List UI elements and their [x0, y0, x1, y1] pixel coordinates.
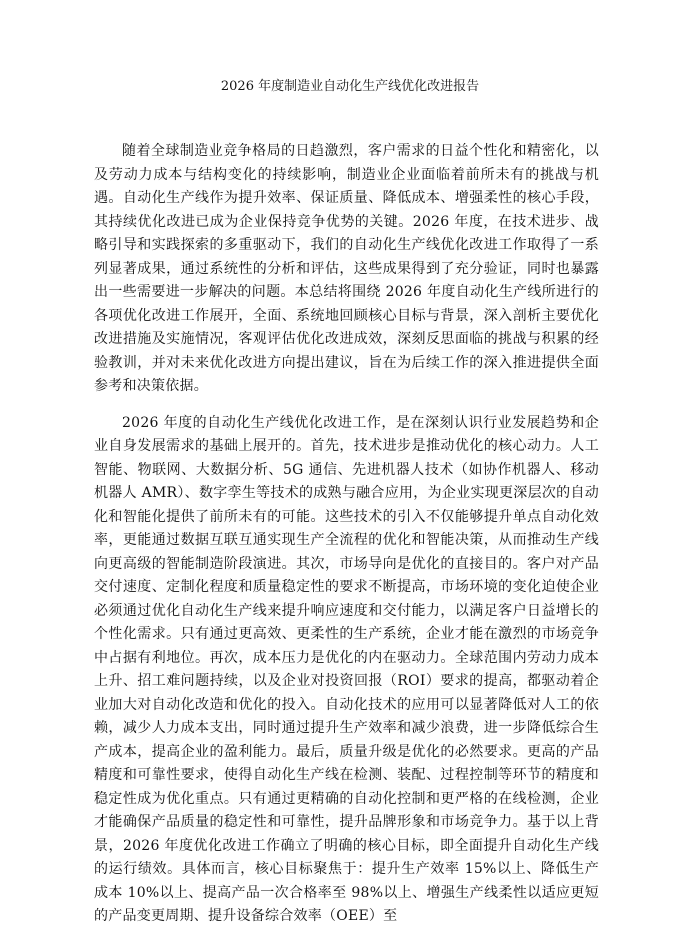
paragraph-2: 2026 年度的自动化生产线优化改进工作，是在深刻认识行业发展趋势和企业自身发展需求的基础上展开的。首先，技术进步是推动优化的核心动力。人工智能、物联网、大数据分析、5G 通信、先进机器人技术（如协作机器人、移动机器人 AMR）、数字孪生等技术的成熟与融合应用，为企业实现更深层次的自动化和智能化提供了前所未有的可能。这些技术的引入不仅能够提升单点自动化效率，更能通过数据互联互通实现生产全流程的优化和智能决策，从而推动生产线向更高级的智能制造阶段演进。其次，市场导向是优化的直接目的。客户对产品交付速度、定制化程度和质量稳定性的要求不断提高，市场环境的变化迫使企业必须通过优化自动化生产线来提升响应速度和交付能力，以满足客户日益增长的个性化需求。只有通过更高效、更柔性的生产系统，企业才能在激烈的市场竞争中占据有利地位。再次，成本压力是优化的内在驱动力。全球范围内劳动力成本上升、招工难问题持续，以及企业对投资回报（ROI）要求的提高，都驱动着企业加大对自动化改造和优化的投入。自动化技术的应用可以显著降低对人工的依赖，减少人力成本支出，同时通过提升生产效率和减少浪费，进一步降低综合生产成本，提高企业的盈利能力。最后，质量升级是优化的必然要求。更高的产品精度和可靠性要求，使得自动化生产线在检测、装配、过程控制等环节的精度和稳定性成为优化重点。只有通过更精确的自动化控制和更严格的在线检测，企业才能确保产品质量的稳定性和可靠性，提升品牌形象和市场竞争力。基于以上背景，2026 年度优化改进工作确立了明确的核心目标，即全面提升自动化生产线的运行绩效。具体而言，核心目标聚焦于：提升生产效率 15%以上、降低生产成本 10%以上、提高产品一次合格率至 98%以上、增强生产线柔性以适应更短的产品变更周期、提升设备综合效率（OEE）至 — [94, 414, 599, 924]
paragraph-1: 随着全球制造业竞争格局的日趋激烈，客户需求的日益个性化和精密化，以及劳动力成本与结构变化的持续影响，制造业企业面临着前所未有的挑战与机遇。自动化生产线作为提升效率、保证质量、降低成本、增强柔性的核心手段，其持续优化改进已成为企业保持竞争优势的关键。2026 年度，在技术进步、战略引导和实践探索的多重驱动下，我们的自动化生产线优化改进工作取得了一系列显著成果，通过系统性的分析和评估，这些成果得到了充分验证，同时也暴露出一些需要进一步解决的问题。本总结将围绕 2026 年度自动化生产线所进行的各项优化改进工作展开，全面、系统地回顾核心目标与背景，深入剖析主要优化改进措施及实施情况，客观评估优化改进成效，深刻反思面临的挑战与积累的经验教训，并对未来优化改进方向提出建议，旨在为后续工作的深入推进提供全面参考和决策依据。 — [94, 143, 599, 394]
document-body — [94, 140, 599, 942]
document-title: 2026 年度制造业自动化生产线优化改进报告 — [220, 79, 480, 94]
